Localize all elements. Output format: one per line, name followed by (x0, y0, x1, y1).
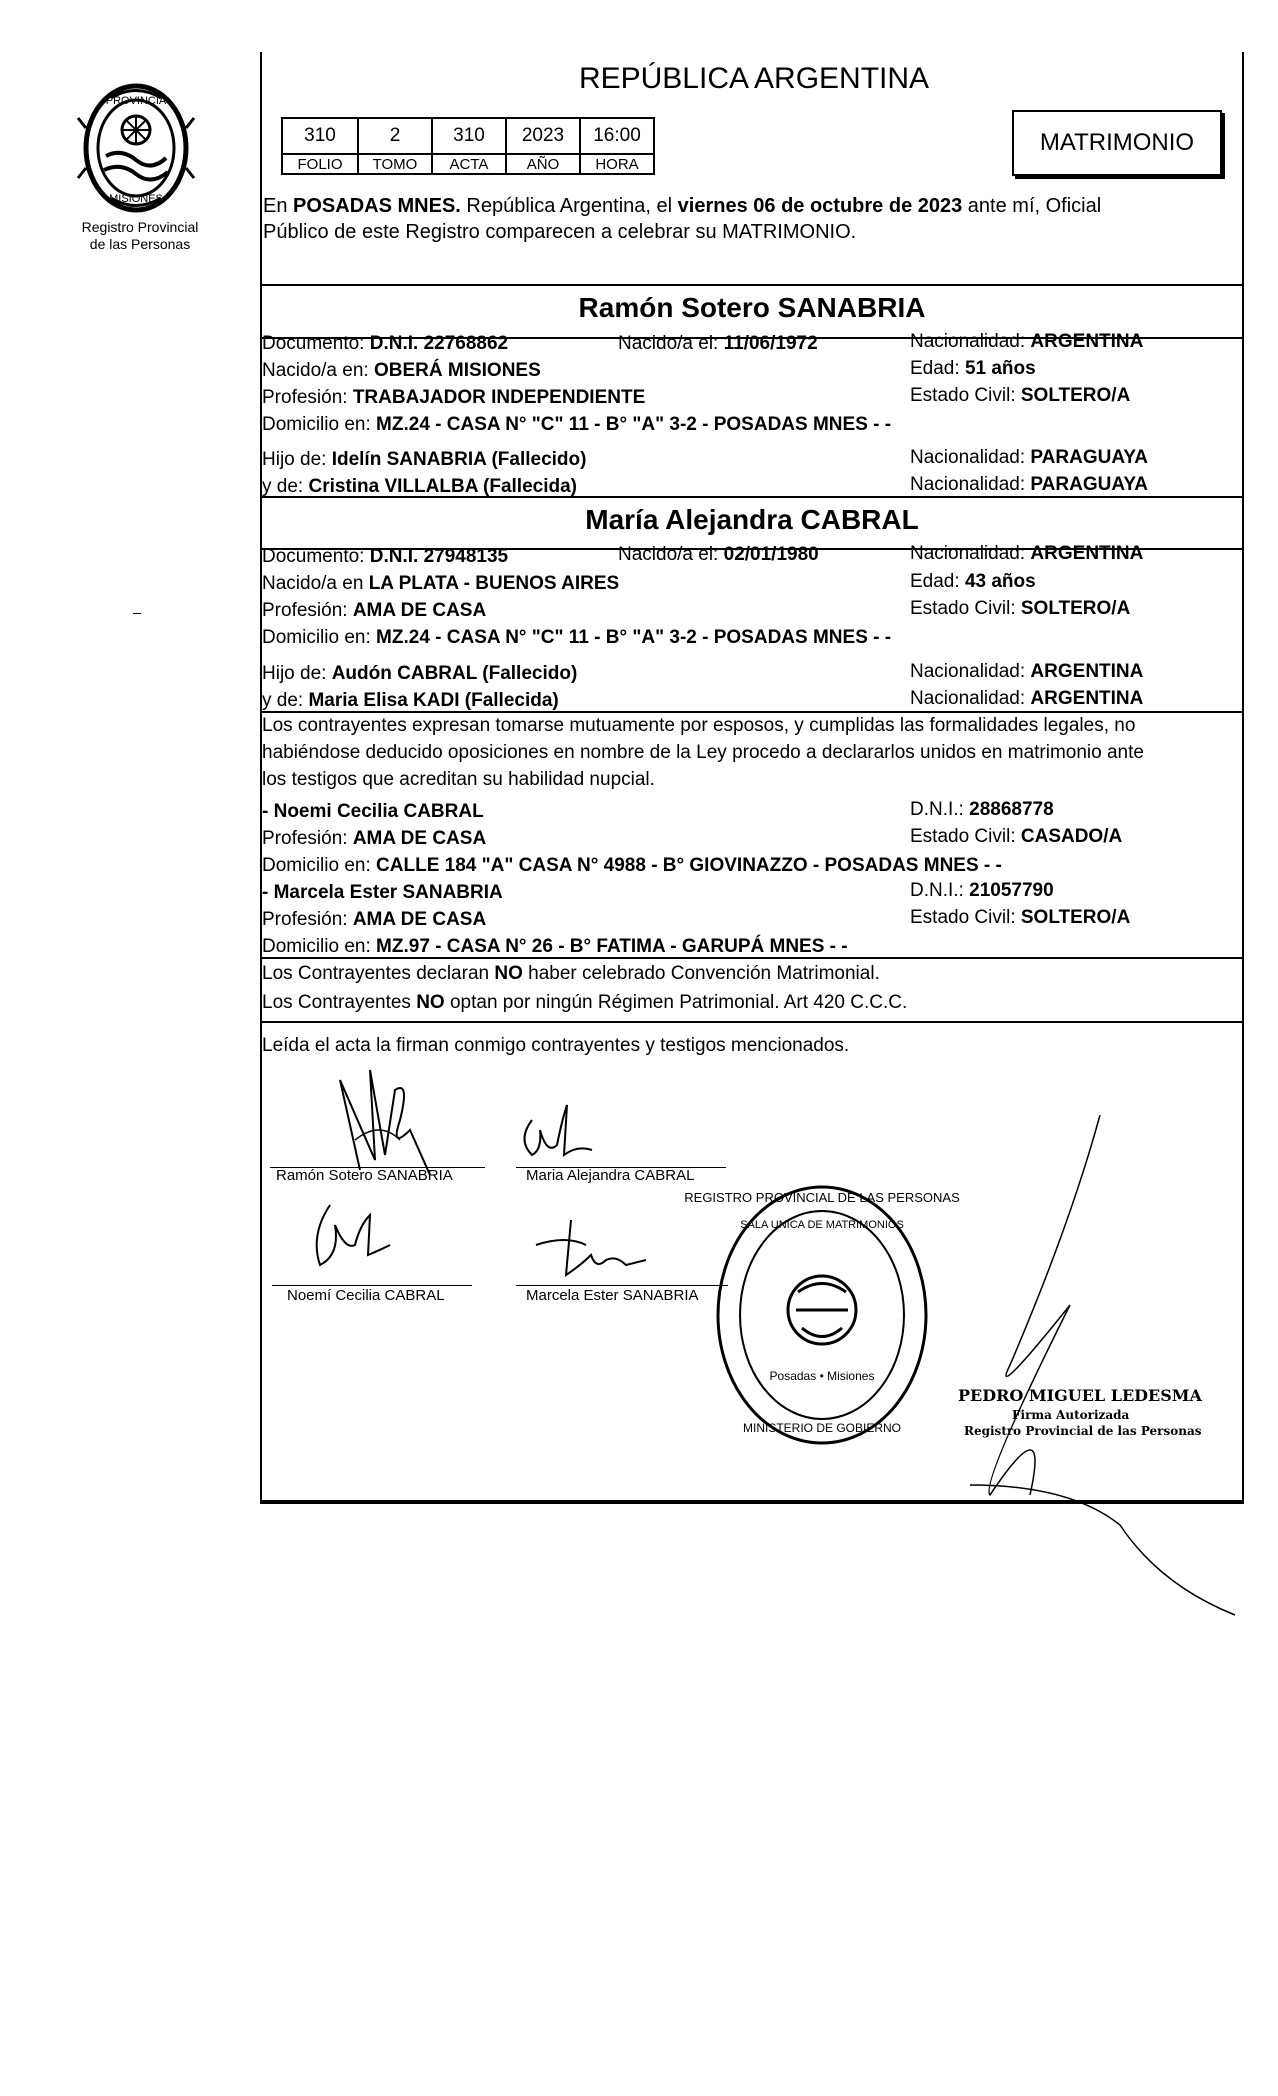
intro-text-a: En (263, 195, 294, 217)
officer-role: Firma Autorizada (1012, 1408, 1130, 1422)
folio-label: FOLIO (282, 154, 358, 174)
intro-city: POSADAS MNES. (293, 195, 461, 217)
spouse1-civil-status: Estado Civil: SOLTERO/A (910, 385, 1131, 406)
logo-caption-line2: de las Personas (89, 236, 191, 252)
tomo-value: 2 (358, 118, 432, 154)
logo-caption-line1: Registro Provincial (81, 219, 199, 235)
declaration-line-2: habiéndose deducido oposiciones en nombre de la Ley procedo a declararlos unidos en matrimonio ante (262, 742, 1144, 763)
signature-line (516, 1285, 728, 1286)
intro-date: viernes 06 de octubre de 2023 (677, 195, 963, 217)
witness1-address: Domicilio en: CALLE 184 "A" CASA N° 4988 - B° GIOVINAZZO - POSADAS MNES - - (262, 855, 1002, 876)
hora-label: HORA (580, 154, 654, 174)
signature-spouse1-icon (300, 1060, 480, 1180)
spouse1-age: Edad: 51 años (910, 358, 1036, 379)
spouse2-profession: Profesión: AMA DE CASA (262, 600, 487, 621)
divider (260, 1021, 1244, 1023)
witness2-civil-status: Estado Civil: SOLTERO/A (910, 907, 1131, 928)
intro-text-b: República Argentina, el (460, 195, 678, 217)
stamp-inner-text: SALA UNICA DE MATRIMONIOS (740, 1219, 904, 1231)
signature-name-witness1: Noemí Cecilia CABRAL (287, 1287, 445, 1304)
spouse2-civil-status: Estado Civil: SOLTERO/A (910, 598, 1131, 619)
certificate-title: REPÚBLICA ARGENTINA (578, 62, 930, 95)
witness2-name: - Marcela Ester SANABRIA (262, 882, 503, 903)
spouse1-document: Documento: D.N.I. 22768862 (262, 333, 509, 354)
note-convention: Los Contrayentes declaran NO haber celebrado Convención Matrimonial. (262, 963, 880, 984)
spouse1-profession: Profesión: TRABAJADOR INDEPENDIENTE (262, 387, 646, 408)
margin-mark (133, 613, 141, 614)
signature-line (272, 1285, 472, 1286)
spouse2-document: Documento: D.N.I. 27948135 (262, 546, 509, 567)
spouse1-nationality: Nacionalidad: ARGENTINA (910, 331, 1144, 352)
registry-data-table (281, 117, 655, 175)
declaration-line-3: los testigos que acreditan su habilidad nupcial. (262, 769, 655, 790)
acta-label: ACTA (432, 154, 506, 174)
spouse2-age: Edad: 43 años (910, 571, 1036, 592)
witness1-profession: Profesión: AMA DE CASA (262, 828, 487, 849)
intro-line-1 (263, 194, 1101, 218)
signature-spouse2-icon (512, 1100, 612, 1170)
registry-stamp-icon (684, 1180, 960, 1450)
witness1-name: - Noemi Cecilia CABRAL (262, 801, 484, 822)
folio-value: 310 (282, 118, 358, 154)
spouse2-mother: y de: Maria Elisa KADI (Fallecida) (262, 690, 559, 711)
stamp-outer-text: REGISTRO PROVINCIAL DE LAS PERSONAS (684, 1190, 960, 1205)
spouse2-father-nationality: Nacionalidad: ARGENTINA (910, 661, 1144, 682)
spouse1-birthplace: Nacido/a en: OBERÁ MISIONES (262, 360, 541, 381)
spouse1-address: Domicilio en: MZ.24 - CASA N° "C" 11 - B° "A" 3-2 - POSADAS MNES - - (262, 414, 892, 435)
signature-name-spouse1: Ramón Sotero SANABRIA (276, 1167, 453, 1184)
witness1-civil-status: Estado Civil: CASADO/A (910, 826, 1123, 847)
acta-value: 310 (432, 118, 506, 154)
spouse2-birthdate: Nacido/a el: 02/01/1980 (618, 544, 819, 565)
registry-logo (66, 78, 206, 218)
signature-name-witness2: Marcela Ester SANABRIA (526, 1287, 699, 1304)
witness2-profession: Profesión: AMA DE CASA (262, 909, 487, 930)
tomo-label: TOMO (358, 154, 432, 174)
intro-text-c: ante mí, Oficial (962, 195, 1102, 217)
spouse1-name: Ramón Sotero SANABRIA (578, 292, 926, 323)
witness2-address: Domicilio en: MZ.97 - CASA N° 26 - B° FATIMA - GARUPÁ MNES - - (262, 936, 848, 957)
signature-name-spouse2: Maria Alejandra CABRAL (526, 1167, 695, 1184)
spouse2-address: Domicilio en: MZ.24 - CASA N° "C" 11 - B° "A" 3-2 - POSADAS MNES - - (262, 627, 892, 648)
province-seal-icon (66, 78, 206, 218)
officer-signature-icon (950, 1105, 1250, 1625)
spouse1-mother-nationality: Nacionalidad: PARAGUAYA (910, 474, 1148, 495)
act-type-box (1012, 110, 1222, 176)
closing-text: Leída el acta la firman conmigo contrayentes y testigos mencionados. (262, 1035, 850, 1056)
stamp-city-text: Posadas • Misiones (769, 1369, 875, 1383)
hora-value: 16:00 (580, 118, 654, 154)
spouse1-father-nationality: Nacionalidad: PARAGUAYA (910, 447, 1148, 468)
intro-line-2: Público de este Registro comparecen a celebrar su MATRIMONIO. (263, 221, 857, 243)
spouse2-birthplace: Nacido/a en LA PLATA - BUENOS AIRES (262, 573, 620, 594)
witness1-dni: D.N.I.: 28868778 (910, 799, 1054, 820)
officer-name: PEDRO MIGUEL LEDESMA (958, 1386, 1202, 1405)
signature-witness2-icon (526, 1215, 656, 1285)
spouse2-nationality: Nacionalidad: ARGENTINA (910, 543, 1144, 564)
officer-org: Registro Provincial de las Personas (964, 1424, 1202, 1438)
stamp-bottom-text: MINISTERIO DE GOBIERNO (742, 1421, 902, 1435)
logo-caption (50, 219, 230, 253)
note-regime: Los Contrayentes NO optan por ningún Régimen Patrimonial. Art 420 C.C.C. (262, 992, 908, 1013)
spouse1-birthdate: Nacido/a el: 11/06/1972 (618, 333, 818, 354)
divider (260, 284, 1244, 286)
anio-label: AÑO (506, 154, 580, 174)
seal-top-text: PROVINCIA (105, 95, 167, 107)
spouse2-name: María Alejandra CABRAL (585, 504, 919, 535)
act-type-label: MATRIMONIO (1039, 129, 1195, 156)
signature-witness1-icon (300, 1195, 400, 1275)
spouse1-mother: y de: Cristina VILLALBA (Fallecida) (262, 476, 577, 497)
spouse2-father: Hijo de: Audón CABRAL (Fallecido) (262, 663, 578, 684)
spouse2-mother-nationality: Nacionalidad: ARGENTINA (910, 688, 1144, 709)
seal-bottom-text: MISIONES (109, 193, 163, 205)
anio-value: 2023 (506, 118, 580, 154)
witness2-dni: D.N.I.: 21057790 (910, 880, 1054, 901)
certificate-title-row (0, 62, 1278, 96)
declaration-line-1: Los contrayentes expresan tomarse mutuamente por esposos, y cumplidas las formalidades legales, no (262, 715, 1136, 736)
spouse1-father: Hijo de: Idelín SANABRIA (Fallecido) (262, 449, 587, 470)
